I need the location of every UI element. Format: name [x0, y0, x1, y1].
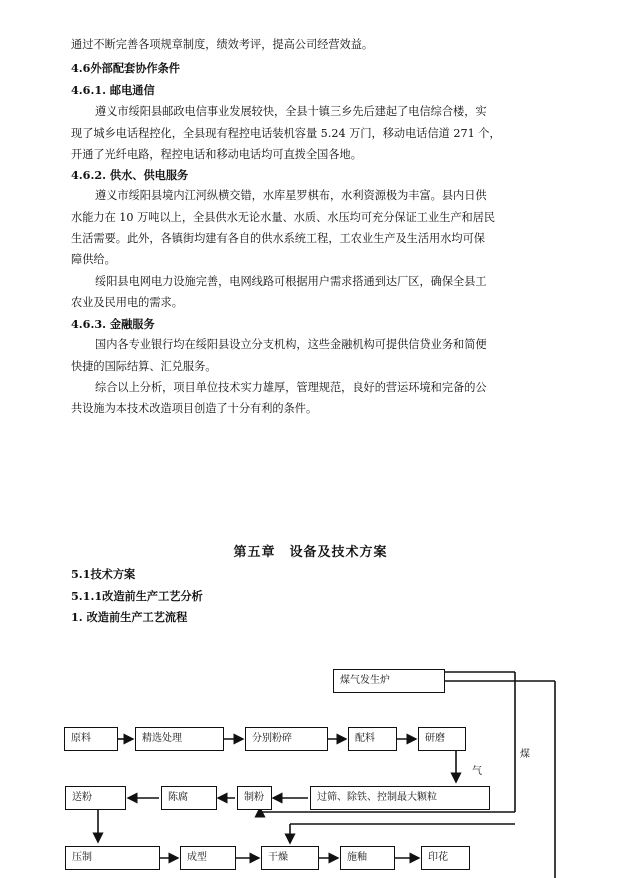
subsection-heading: 4.6.2. 供水、供电服务: [71, 168, 189, 182]
flow-box-ballmill: 研磨: [418, 727, 466, 751]
paragraph-line: 国内各专业银行均在绥阳县设立分支机构，这些金融机构可提供信贷业务和简便: [95, 338, 487, 351]
chapter-title: 第五章 设备及技术方案: [233, 545, 388, 560]
paragraph-line: 水能力在 10 万吨以上，全县供水无论水量、水质、水压均可充分保证工业生产和居民: [71, 211, 496, 224]
subsection-heading: 4.6.3. 金融服务: [71, 317, 155, 331]
paragraph-line: 绥阳县电网电力设施完善，电网线路可根据用户需求搭通到达厂区，确保全县工: [95, 275, 487, 288]
subsection-heading: 4.6.1. 邮电通信: [71, 83, 155, 97]
subsection-heading: 1. 改造前生产工艺流程: [71, 610, 188, 624]
paragraph-line: 快捷的国际结算、汇兑服务。: [71, 360, 217, 373]
paragraph-line: 生活需要。此外，各镇街均建有各自的供水系统工程，工农业生产及生活用水均可保: [71, 232, 485, 245]
flow-box-store: 陈腐: [161, 786, 217, 810]
coal-label: 煤: [520, 749, 530, 760]
flow-box-press: 压制: [65, 846, 160, 870]
paragraph-line: 开通了光纤电路，程控电话和移动电话均可直拨全国各地。: [71, 148, 362, 161]
section-heading: 5.1技术方案: [71, 567, 136, 581]
flow-box-glaze: 施釉: [340, 846, 395, 870]
paragraph-line: 遵义市绥阳县境内江河纵横交错，水库星罗棋布，水利资源极为丰富。县内日供: [95, 189, 487, 202]
flow-box-raw: 原料: [64, 727, 118, 751]
flow-box-filter: 过筛、除铁、控制最大颗粒: [310, 786, 490, 810]
flow-box-dry: 干燥: [261, 846, 319, 870]
flow-box-mix: 配料: [348, 727, 397, 751]
paragraph-line: 共设施为本技术改造项目创造了十分有利的条件。: [71, 402, 318, 415]
flow-box-grind: 分别粉碎: [245, 727, 328, 751]
flow-box-form: 成型: [180, 846, 236, 870]
paragraph-line: 遵义市绥阳县邮政电信事业发展较快，全县十镇三乡先后建起了电信综合楼，实: [95, 105, 487, 118]
flow-box-print: 印花: [421, 846, 470, 870]
paragraph-line: 现了城乡电话程控化，全县现有程控电话装机容量 5.24 万门，移动电话信道 271 个，: [71, 127, 501, 140]
flow-box-gas-producer: 煤气发生炉: [333, 669, 445, 693]
paragraph-line: 障供给。: [71, 253, 116, 266]
flow-box-select: 精选处理: [135, 727, 224, 751]
gas-label: 气: [472, 766, 482, 777]
paragraph-line: 农业及民用电的需求。: [71, 296, 183, 309]
section-heading: 4.6外部配套协作条件: [71, 61, 180, 75]
flow-box-feed: 送粉: [65, 786, 126, 810]
subsection-heading: 5.1.1改造前生产工艺分析: [71, 589, 203, 603]
paragraph-line: 通过不断完善各项规章制度，绩效考评，提高公司经营效益。: [71, 38, 374, 51]
flow-box-spray: 制粉: [237, 786, 272, 810]
paragraph-line: 综合以上分析，项目单位技术实力雄厚，管理规范，良好的营运环境和完备的公: [95, 381, 487, 394]
